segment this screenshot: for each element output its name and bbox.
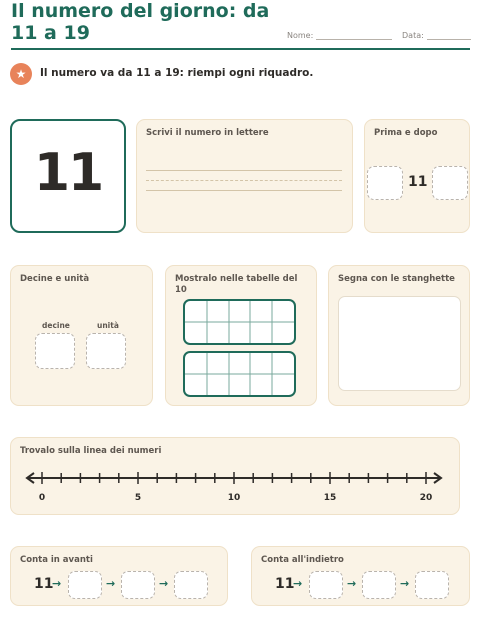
tens-label: decine [42,321,70,330]
star-icon: ★ [10,63,32,85]
count-forward-start: 11 [34,576,54,592]
date-label: Data: [402,31,424,40]
count-back-box-3[interactable] [415,571,449,599]
count-forward-box-2[interactable] [121,571,155,599]
name-label: Nome: [287,31,314,40]
number-line-label-0: 0 [38,493,46,503]
count-forward-arrow-2: → [106,577,116,590]
number-line-label-5: 5 [134,493,142,503]
instruction-text: Il numero va da 11 a 19: riempi ogni riquadro. [40,67,314,79]
count-back-title: Conta all'indietro [261,555,344,565]
count-forward-box-1[interactable] [68,571,102,599]
count-back-box-2[interactable] [362,571,396,599]
count-back-arrow-2: → [347,577,357,590]
number-line-label-15: 15 [323,493,337,503]
count-forward-box-3[interactable] [174,571,208,599]
tens-ones-title: Decine e unità [20,274,90,284]
number-line-label-10: 10 [227,493,241,503]
before-after-title: Prima e dopo [374,128,438,138]
number-line-title: Trovalo sulla linea dei numeri [20,446,162,456]
big-number: 11 [33,143,103,203]
before-after-number: 11 [408,174,428,190]
count-forward-card [10,546,228,606]
write-words-title: Scrivi il numero in lettere [146,128,269,138]
tally-title: Segna con le stanghette [338,274,455,284]
count-forward-arrow-1: → [52,577,62,590]
count-forward-title: Conta in avanti [20,555,93,565]
count-forward-arrow-3: → [159,577,169,590]
count-back-box-1[interactable] [309,571,343,599]
ones-label: unità [97,321,119,330]
tenframes-title: Mostralo nelle tabelle del 10 [175,274,298,295]
number-line-label-20: 20 [419,493,433,503]
count-back-arrow-3: → [400,577,410,590]
count-back-arrow-1: → [293,577,303,590]
page-title: Il numero del giorno: da 11 a 19 [11,0,270,44]
count-back-card [251,546,470,606]
count-back-start: 11 [275,576,295,592]
